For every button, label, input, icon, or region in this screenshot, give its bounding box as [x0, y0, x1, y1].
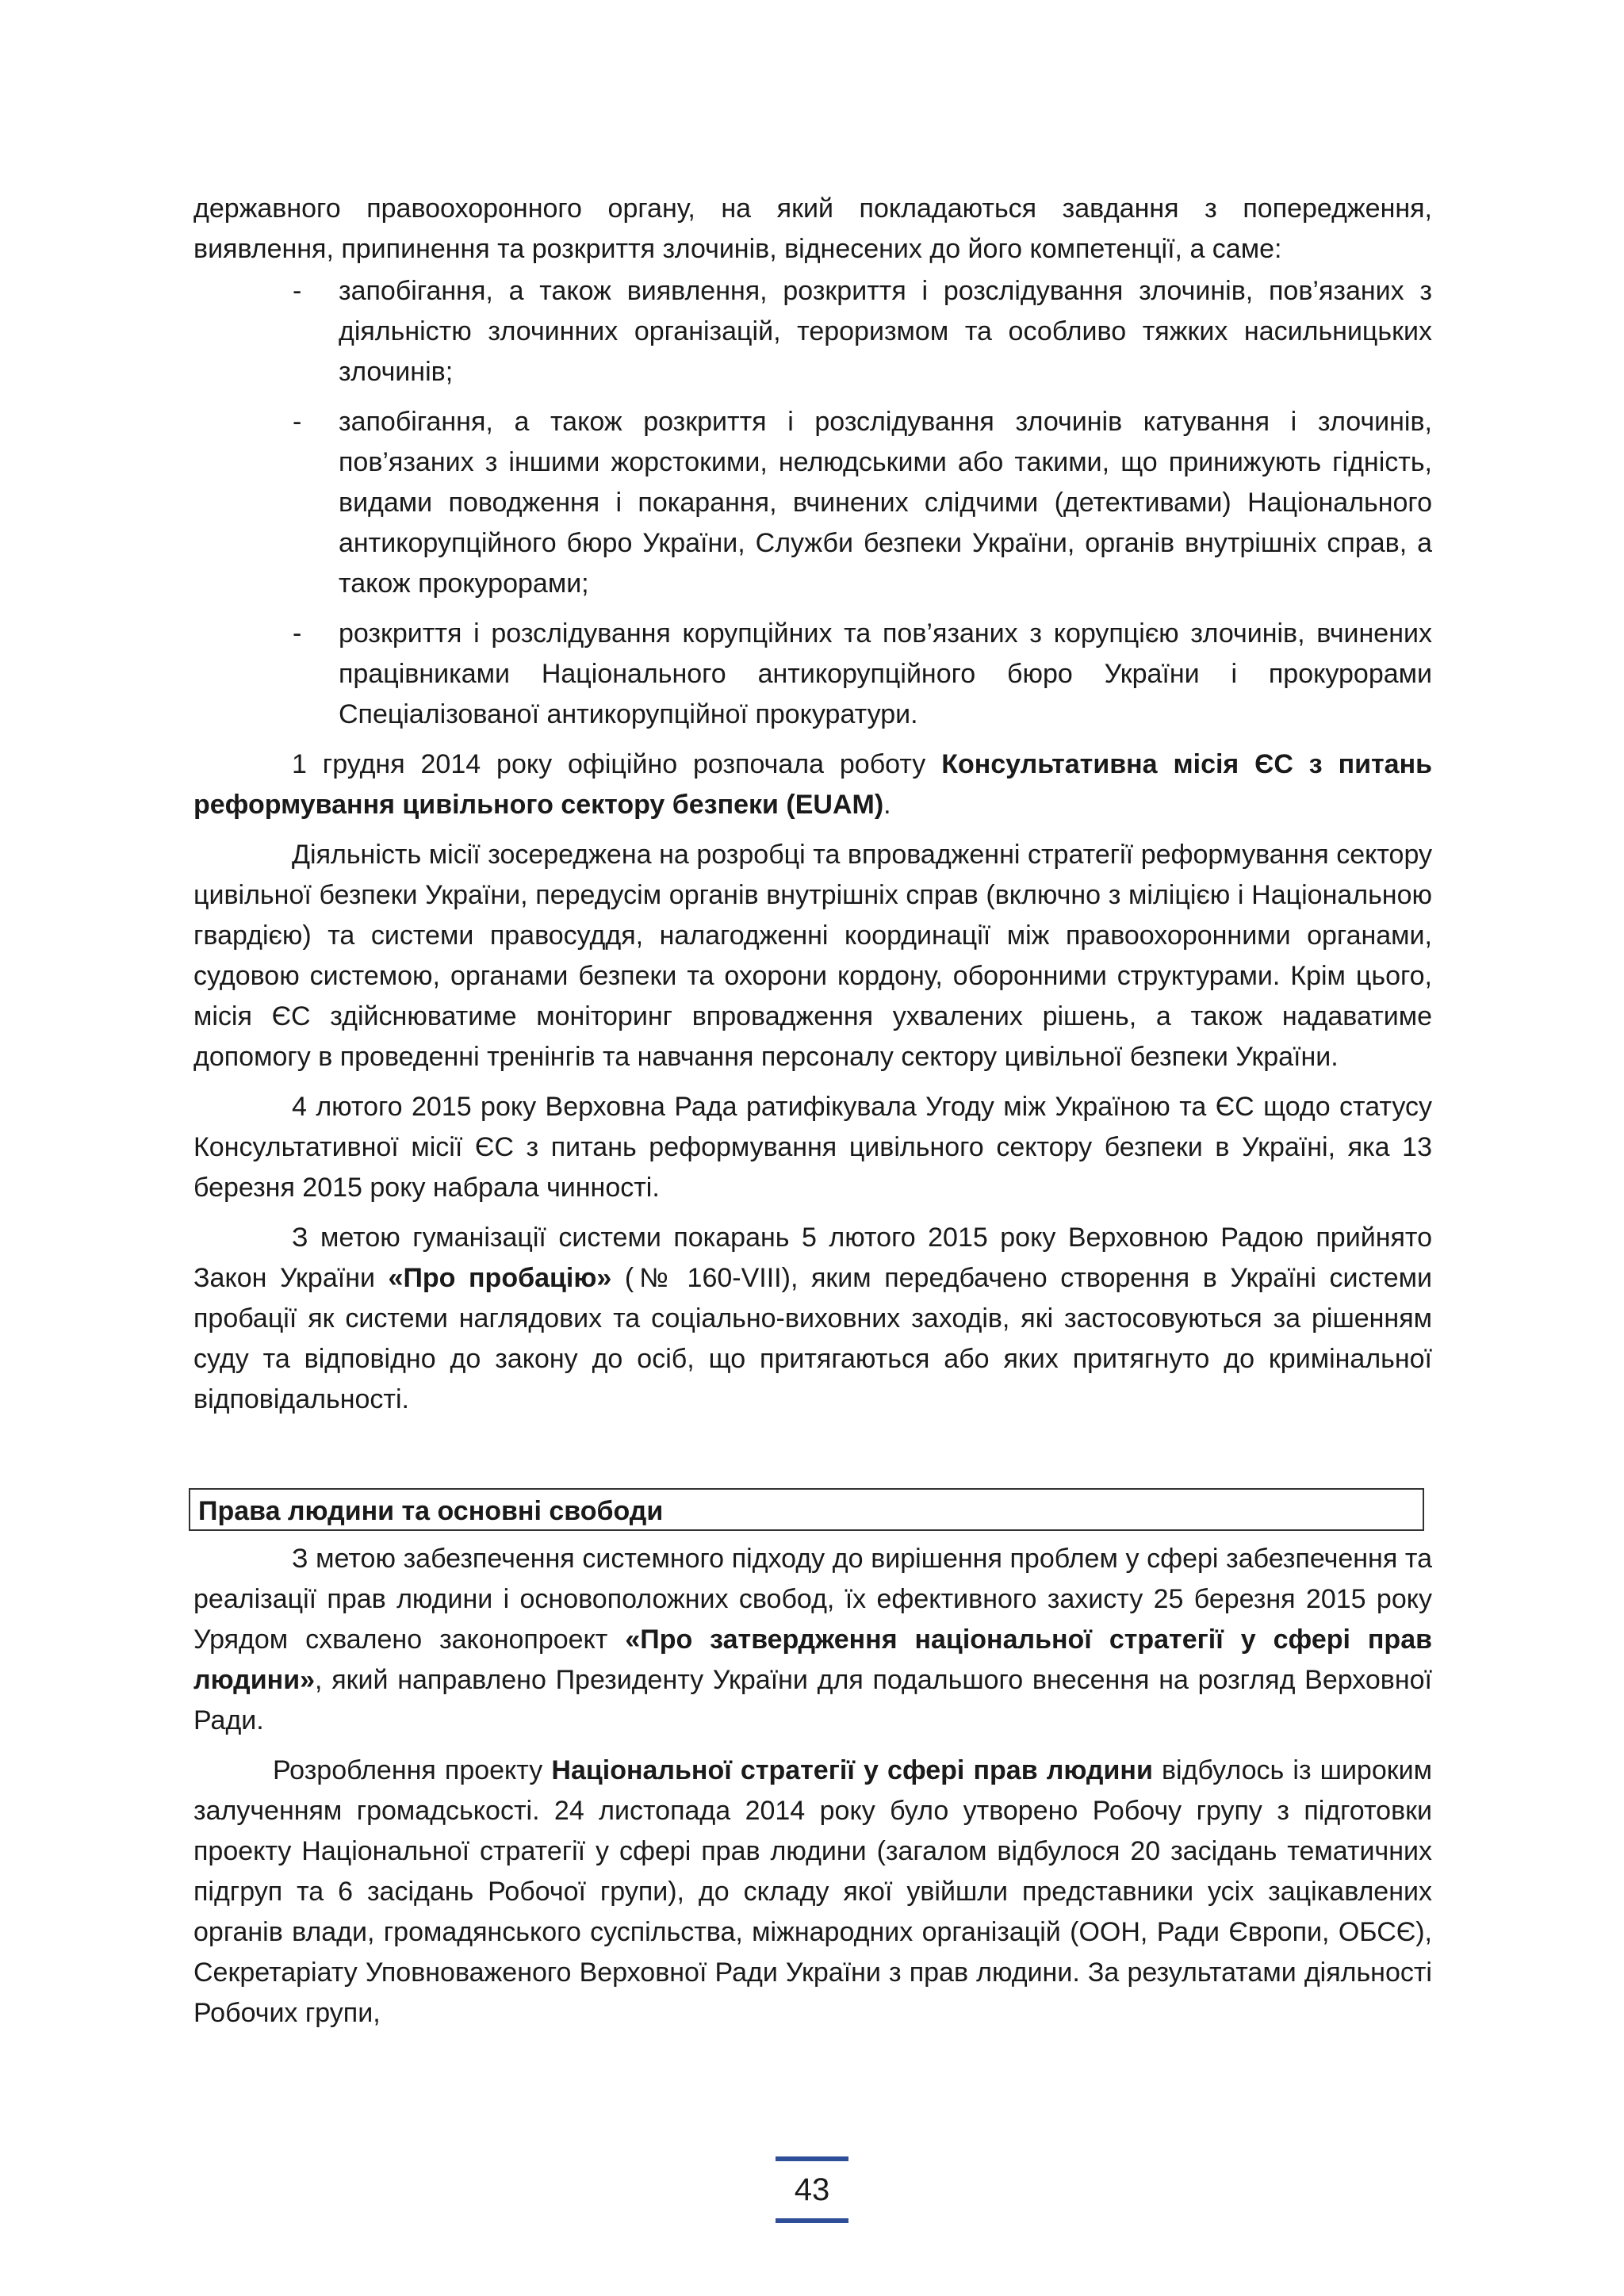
paragraph-strategy-development: Розроблення проекту Національної стратегії у сфері прав людини відбулось із широким залученням громадськості. 24 листопада 2014 року було утворено Робочу групу з підготовки проекту Національної стратегії у сфері прав людини (загалом відбулося 20 засідань тематичних підгруп та 6 засідань Робочої групи), до складу якої увійшли представники усіх зацікавлених органів влади, громадянського суспільства, міжнародних організацій (ООН, Ради Європи, ОБСЄ), Секретаріату Уповноваженого Верховної Ради України з прав людини. За результатами діяльності Робочих групи, — [193, 1755, 1432, 2028]
dash-bullet: - — [293, 407, 302, 437]
dash-bullet: - — [293, 618, 302, 649]
paragraph-mission-activity: Діяльність місії зосереджена на розробці та впровадженні стратегії реформування сектору цивільної безпеки України, передусім органів внутрішніх справ (включно з міліцією і Національною гвардією) та системи правосуддя, налагодженні координації між правоохоронними органами, судовою системою, органами безпеки та охорони кордону, оборонними структурами. Крім цього, місія ЄС здійснюватиме моніторинг впровадження ухвалених рішень, а також надаватиме допомогу в проведенні тренінгів та навчання персоналу сектору цивільної безпеки України. — [193, 840, 1432, 1072]
competence-list — [193, 271, 1432, 735]
paragraph-ratification: 4 лютого 2015 року Верховна Рада ратифікувала Угоду між Україною та ЄС щодо статусу Консультативної місії ЄС з питань реформування цивільного сектору безпеки в Україні, яка 13 березня 2015 року набрала чинності. — [193, 1092, 1432, 1203]
list-item-text: розкриття і розслідування корупційних та пов’язаних з корупцією злочинів, вчинених працівниками Національного антикорупційного бюро України і прокурорами Спеціалізованої антикорупційної прокуратури. — [339, 618, 1432, 729]
national-strategy-name: Національної стратегії у сфері прав людини — [551, 1755, 1153, 1785]
paragraph-intro: державного правоохоронного органу, на який покладаються завдання з попередження, виявлення, припинення та розкриття злочинів, віднесених до його компетенції, а саме: — [193, 193, 1432, 264]
paragraph-probation: З метою гуманізації системи покарань 5 лютого 2015 року Верховною Радою прийнято Закон України «Про пробацію» (№ 160-VIII), яким передбачено створення в Україні системи пробації як системи наглядових та соціально-виховних заходів, які застосовуються за рішенням суду та відповідно до закону до осіб, що притягаються або яких притягнуто до кримінальної відповідальності. — [193, 1223, 1432, 1414]
page-content — [193, 189, 1432, 2034]
list-item — [193, 402, 1432, 604]
probation-law-title: «Про пробацію» — [388, 1263, 612, 1293]
strategy-bill-title: «Про затвердження національної стратегії у сфері прав людини» — [193, 1624, 1433, 1695]
dash-bullet: - — [293, 276, 302, 306]
section-heading-human-rights: Права людини та основні свободи — [189, 1488, 1424, 1531]
list-item-text: запобігання, а також виявлення, розкриття і розслідування злочинів, пов’язаних з діяльністю злочинних організацій, тероризмом та особливо тяжких насильницьких злочинів; — [339, 276, 1432, 387]
list-item — [193, 614, 1432, 735]
footer-bottom-bar — [776, 2218, 848, 2223]
paragraph-strategy-bill: З метою забезпечення системного підходу до вирішення проблем у сфері забезпечення та реалізації прав людини і основоположних свобод, їх ефективного захисту 25 березня 2015 року Урядом схвалено законопроект «Про затвердження національної стратегії у сфері прав людини», який направлено Президенту України для подальшого внесення на розгляд Верховної Ради. — [193, 1544, 1433, 1735]
list-item — [193, 271, 1432, 392]
paragraph-euam: 1 грудня 2014 року офіційно розпочала роботу Консультативна місія ЄС з питань реформування цивільного сектору безпеки (EUAM). — [193, 749, 1433, 820]
page-footer — [776, 2156, 848, 2223]
euam-name: Консультативна місія ЄС з питань реформування цивільного сектору безпеки (EUAM) — [193, 749, 1433, 820]
list-item-text: запобігання, а також розкриття і розслідування злочинів катування і злочинів, пов’язаних з іншими жорстокими, нелюдськими або такими, що принижують гідність, видами поводження і покарання, вчинених слідчими (детективами) Національного антикорупційного бюро України, Служби безпеки України, органів внутрішніх справ, а також прокурорами; — [339, 407, 1432, 599]
page-number: 43 — [794, 2172, 830, 2207]
